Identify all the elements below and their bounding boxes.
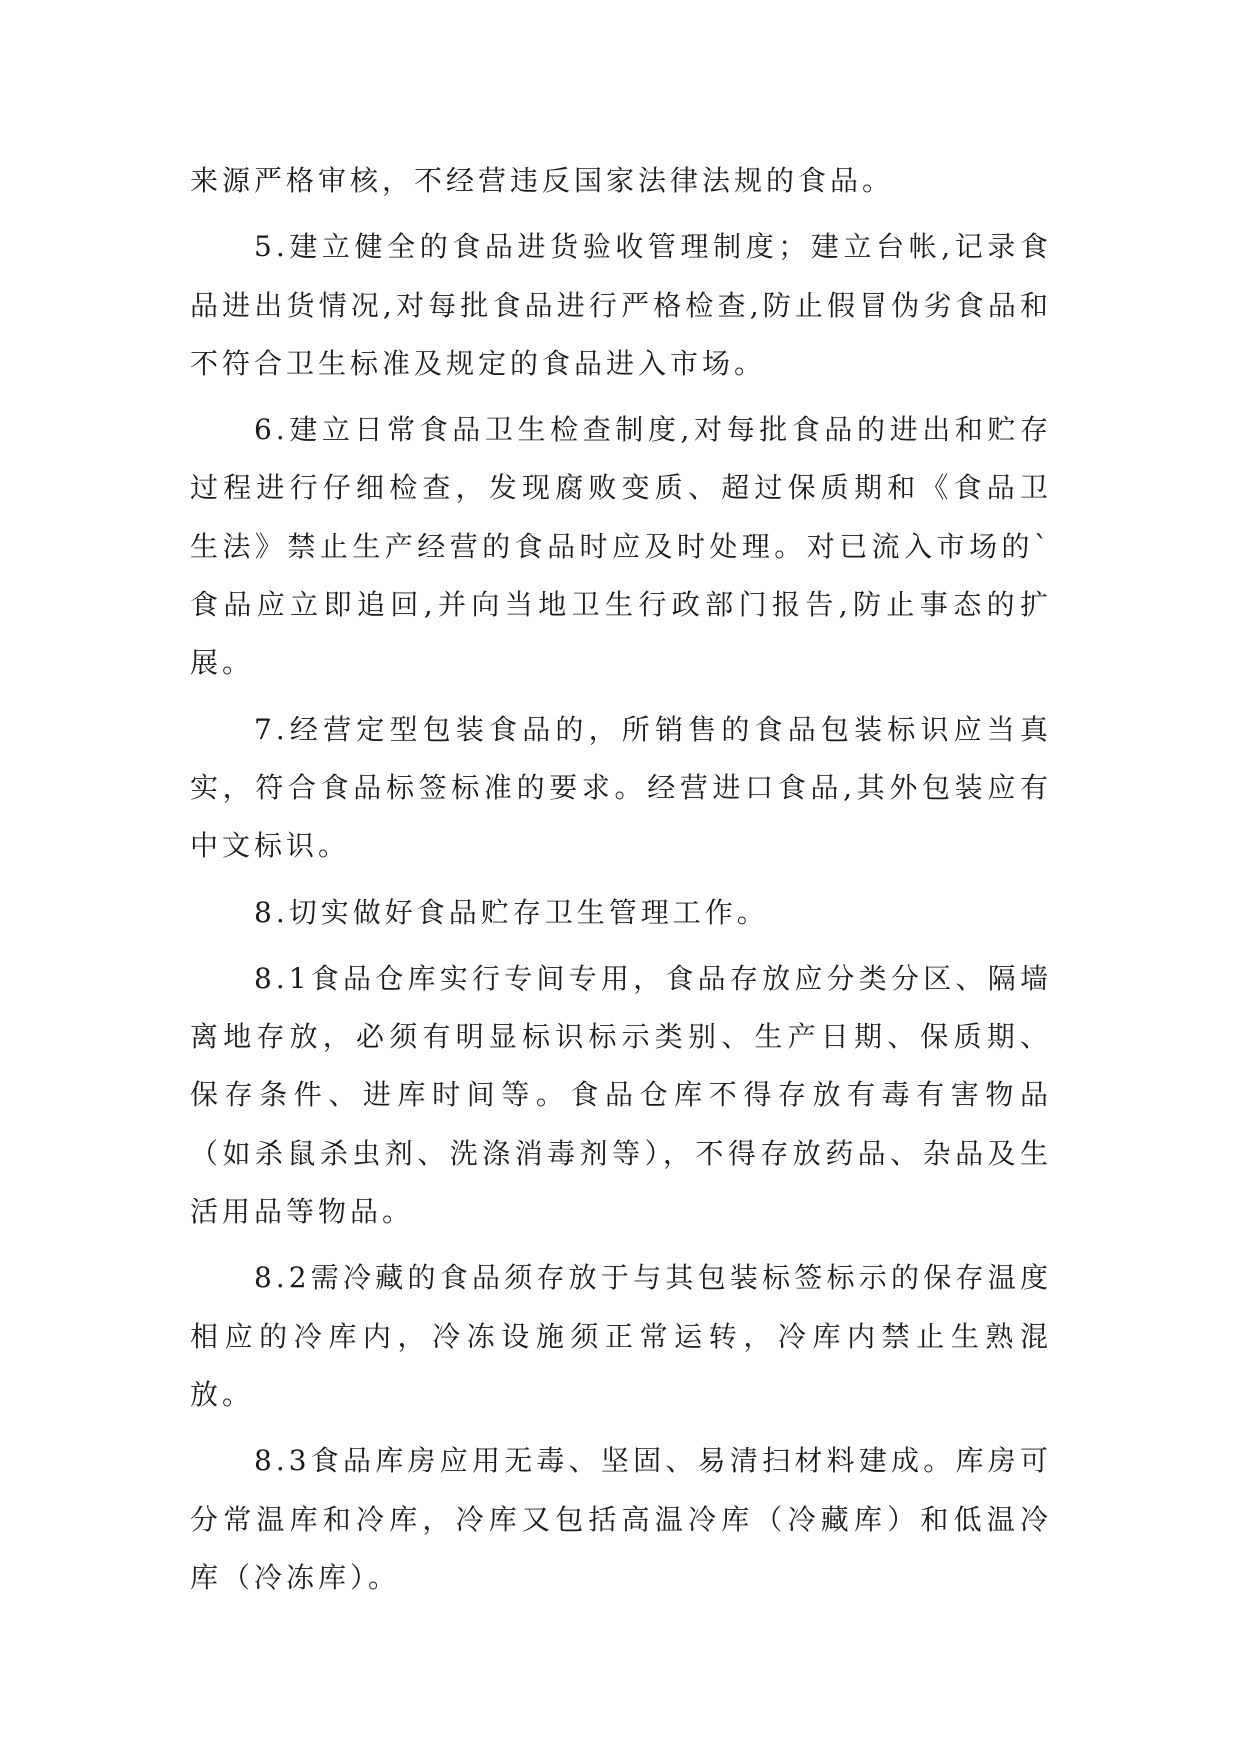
paragraph-item-5: 5.建立健全的食品进货验收管理制度；建立台帐,记录食品进出货情况,对每批食品进行严格检查,防止假冒伪劣食品和不符合卫生标准及规定的食品进入市场。 bbox=[190, 230, 1052, 380]
paragraph-item-8-2: 8.2需冷藏的食品须存放于与其包装标签标示的保存温度相应的冷库内，冷冻设施须正常运转，冷库内禁止生熟混放。 bbox=[190, 1261, 1052, 1411]
paragraph-item-8: 8.切实做好食品贮存卫生管理工作。 bbox=[254, 895, 769, 929]
paragraph-item-8-3: 8.3食品库房应用无毒、坚固、易清扫材料建成。库房可分常温库和冷库，冷库又包括高温冷库（冷藏库）和低温冷库（冷冻库）。 bbox=[190, 1444, 1052, 1594]
paragraph-item-7: 7.经营定型包装食品的，所销售的食品包装标识应当真实，符合食品标签标准的要求。经营进口食品,其外包装应有中文标识。 bbox=[190, 712, 1052, 863]
paragraph-item-6: 6.建立日常食品卫生检查制度,对每批食品的进出和贮存过程进行仔细检查，发现腐败变质、超过保质期和《食品卫生法》禁止生产经营的食品时应及时处理。对已流入市场的`食品应立即追回,并向当地卫生行政部门报告,防止事态的扩展。 bbox=[190, 413, 1052, 680]
paragraph-continuation: 来源严格审核，不经营违反国家法律法规的食品。 bbox=[190, 164, 895, 197]
document-body bbox=[190, 152, 1052, 1615]
paragraph-item-8-1: 8.1食品仓库实行专间专用，食品存放应分类分区、隔墙离地存放，必须有明显标识标示类别、生产日期、保质期、保存条件、进库时间等。食品仓库不得存放有毒有害物品（如杀鼠杀虫剂、洗涤消毒剂等），不得存放药品、杂品及生活用品等物品。 bbox=[190, 961, 1052, 1229]
